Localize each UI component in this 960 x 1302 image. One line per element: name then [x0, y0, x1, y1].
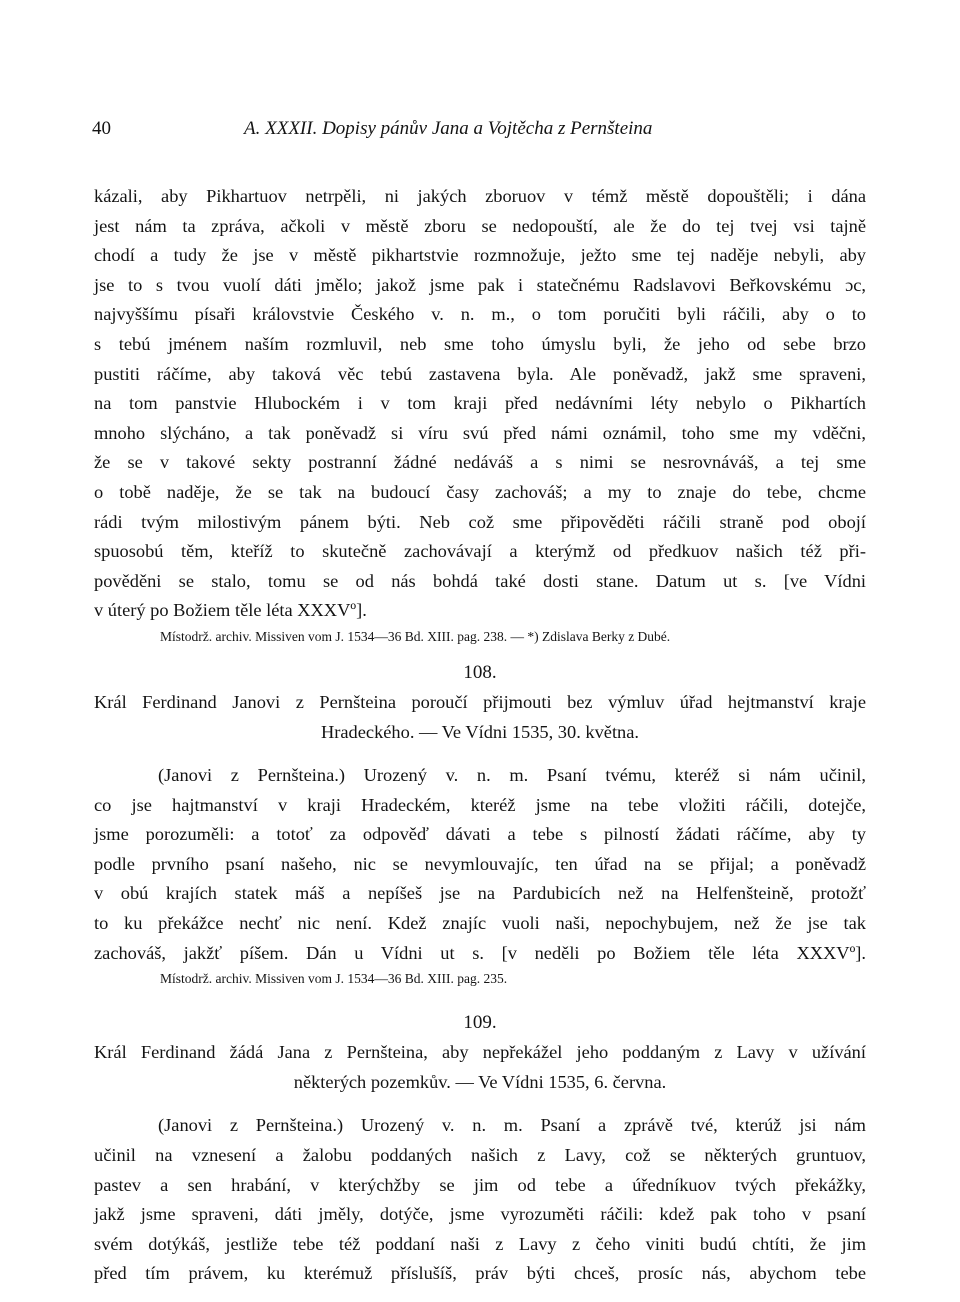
text-line: pustiti ráčíme, aby taková věc tebú zastavena byla. Ale poněvadž, jakž sme spraveni, [94, 363, 866, 384]
book-page [94, 118, 866, 1289]
text-line: v obú krajích statek máš a nepíšeš jse na Pardubicích než na Helfenšteině, protožť [94, 883, 866, 904]
text-line: v úterý po Božiem těle léta XXXVº]. [94, 600, 367, 621]
text-line: jsme porozuměli: a totoť za odpověď dávati a tebe s pilností žádati ráčíme, aby ty [94, 824, 866, 845]
text-line: rádi tvým milostivým pánem býti. Neb což sme připověděti ráčili straně pod obojí [94, 511, 866, 532]
text-line: (Janovi z Pernšteina.) Urozený v. n. m. Psaní a zprávě tvé, kterúž jsi nám [158, 1115, 866, 1136]
running-title: A. XXXII. Dopisy pánův Jana a Vojtěcha z Pernšteina [244, 118, 653, 139]
summary-line: některých pozemkův. — Ve Vídni 1535, 6. června. [293, 1071, 667, 1092]
continued-letter-text [94, 182, 866, 626]
text-line: jest nám ta zpráva, ačkoli v městě zboru se nedopouští, ale že do tej tvej vsi tajně [94, 215, 866, 236]
text-line: s tebú jménem naším rozmluvil, neb sme toho úmyslu byli, že jeho od sebe brzo [94, 333, 866, 354]
text-line: pastev a sen hrabání, v kterýchžby se jim od tebe a úředníkuov tvých překážky, [94, 1174, 866, 1195]
text-line: podle prvního psaní našeho, nic se nevymlouvajíc, ten úřad na se přijal; a poněvadž [94, 853, 866, 874]
text-line: že se v takové sekty postranní žádné nedáváš a s nimi se nesrovnáváš, a tej sme [94, 452, 866, 473]
document-108 [94, 658, 866, 990]
text-line: učinil na vznesení a žalobu poddaných našich z Lavy, což se některých gruntuov, [94, 1145, 866, 1166]
text-line: svém dotýkáš, jestliže tebe též poddaní naši z Lavy z čeho viniti budú chtíti, že jim [94, 1233, 866, 1254]
summary-line: Král Ferdinand žádá Jana z Pernšteina, aby nepřekážel jeho poddaným z Lavy v užívání [94, 1042, 866, 1063]
running-header [94, 118, 866, 148]
text-line: zachováš, jakžť píšem. Dán u Vídni ut s. [v neděli po Božiem těle léta XXXVº]. [94, 942, 866, 963]
summary-line: Král Ferdinand Janovi z Pernšteina poroučí přijmouti bez výmluv úřad hejtmanství kraje [94, 691, 866, 712]
text-line: co jse hajtmanství v kraji Hradeckém, kteréž jsme na tebe vložiti ráčili, dotejče, [94, 794, 866, 815]
text-line: najvyššímu písaři královstvie Českého v. n. m., o tom poručiti byli ráčili, aby o to [94, 304, 866, 325]
text-line: o tobě naděje, že se tak na budoucí časy zachováš; a my to znaje do tebe, chcme [94, 481, 866, 502]
text-line: kázali, aby Pikhartuov netrpěli, ni jakých zboruov v témž městě dopouštěli; i dána [94, 186, 866, 206]
document-number: 108. [463, 661, 497, 683]
document-number: 109. [463, 1012, 497, 1034]
text-line: chodí a tudy že jse v městě pikhartstvie rozmnožuje, ježto sme tej naděje nebyli, aby [94, 245, 866, 266]
document-109 [94, 1008, 866, 1289]
summary-line: Hradeckého. — Ve Vídni 1535, 30. května. [320, 721, 640, 742]
page-number: 40 [92, 118, 111, 139]
text-line: (Janovi z Pernšteina.) Urozený v. n. m. Psaní tvému, kteréž si nám učinil, [158, 765, 866, 786]
text-line: pověděni se stalo, tomu se od nás bohdá také dosti stane. Datum ut s. [ve Vídni [94, 570, 866, 591]
text-line: před tím právem, ku kterémuž příslušíš, práv býti chceš, prosíc nás, abychom tebe [94, 1263, 866, 1284]
text-line: na tom panstvie Hlubockém i v tom kraji před nedávními léty nebylo o Pikhartích [94, 393, 866, 414]
source-note: Místodrž. archiv. Missiven vom J. 1534—36 Bd. XIII. pag. 238. — *) Zdislava Berky z Dubé. [160, 628, 671, 644]
text-line: jakž jsme spraveni, dáti jměly, dotýče, jsme vyrozuměti ráčili: kdež pak toho v psaní [94, 1204, 866, 1225]
text-line: jse to s tvou vuolí dáti jmělo; jakož jsme pak i statečnému Radslavovi Beřkovskému ɔc, [94, 274, 866, 295]
text-line: spuosobú těm, kteříž to skutečně zachovávají a kterýmž od předkuov našich též při- [94, 541, 866, 562]
text-line: mnoho slýcháno, a tak poněvadž si víru svú před námi oznámil, toho sme my vděčni, [94, 422, 866, 443]
source-note: Místodrž. archiv. Missiven vom J. 1534—36 Bd. XIII. pag. 235. [160, 971, 508, 987]
text-line: to ku překážce nechť nic není. Kdež znajíc vuoli naši, nepochybujem, než že jse tak [94, 913, 866, 934]
